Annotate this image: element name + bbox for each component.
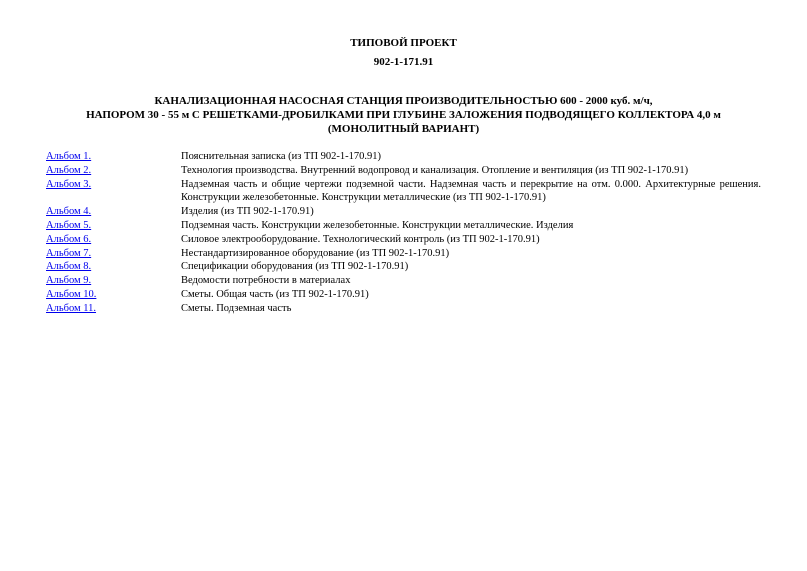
title-line-2: НАПОРОМ 30 - 55 м С РЕШЕТКАМИ-ДРОБИЛКАМИ ПРИ ГЛУБИНЕ ЗАЛОЖЕНИЯ ПОДВОДЯЩЕГО КОЛЛЕКТОРА 4,0 м: [86, 109, 721, 121]
album-description: Спецификации оборудования (из ТП 902-1-170.91): [181, 261, 409, 273]
album-description: Ведомости потребности в материалах: [181, 275, 351, 287]
album-description: Надземная часть и общие чертежи подземной части. Надземная часть и перекрытие на отм. 0.000. Архитектурные решения. Конструкции железобетонные. Конструкции металлические (из ТП 902-1-170.91): [181, 178, 761, 204]
album-description: Сметы. Подземная часть: [181, 302, 292, 314]
album-row: [46, 274, 761, 288]
title-line-3: (МОНОЛИТНЫЙ ВАРИАНТ): [327, 123, 480, 135]
album-link[interactable]: Альбом 6.: [46, 233, 92, 245]
album-description: Пояснительная записка (из ТП 902-1-170.91): [181, 151, 382, 162]
album-list: [46, 150, 761, 316]
album-link[interactable]: Альбом 1.: [46, 151, 92, 162]
album-row: [46, 247, 761, 261]
album-link[interactable]: Альбом 7.: [46, 247, 92, 259]
album-description: Сметы. Общая часть (из ТП 902-1-170.91): [181, 288, 369, 300]
album-link[interactable]: Альбом 9.: [46, 275, 92, 287]
album-row: [46, 288, 761, 302]
album-row: [46, 233, 761, 247]
album-description: Силовое электрооборудование. Технологический контроль (из ТП 902-1-170.91): [181, 233, 540, 245]
album-link[interactable]: Альбом 8.: [46, 261, 92, 273]
album-link[interactable]: Альбом 3.: [46, 178, 92, 190]
album-description: Технология производства. Внутренний водопровод и канализация. Отопление и вентиляция (из ТП 902-1-170.91): [181, 164, 689, 176]
document-type-heading: ТИПОВОЙ ПРОЕКТ: [350, 37, 457, 49]
title-line-1: КАНАЛИЗАЦИОННАЯ НАСОСНАЯ СТАНЦИЯ ПРОИЗВОДИТЕЛЬНОСТЬЮ 600 - 2000 куб. м/ч,: [154, 95, 653, 107]
album-row: [46, 205, 761, 219]
album-link[interactable]: Альбом 2.: [46, 164, 92, 176]
album-row: [46, 260, 761, 274]
album-link[interactable]: Альбом 10.: [46, 288, 97, 300]
album-description: Нестандартизированное оборудование (из ТП 902-1-170.91): [181, 247, 450, 259]
album-description: Подземная часть. Конструкции железобетонные. Конструкции металлические. Изделия: [181, 219, 574, 231]
album-description: Изделия (из ТП 902-1-170.91): [181, 206, 314, 218]
album-link[interactable]: Альбом 5.: [46, 219, 92, 231]
album-row: [46, 219, 761, 233]
album-row: [46, 178, 761, 206]
album-row: [46, 302, 761, 316]
album-link[interactable]: Альбом 4.: [46, 206, 92, 218]
album-row: [46, 164, 761, 178]
album-row: [46, 150, 761, 164]
album-link[interactable]: Альбом 11.: [46, 302, 97, 314]
project-number: 902-1-171.91: [373, 56, 434, 68]
